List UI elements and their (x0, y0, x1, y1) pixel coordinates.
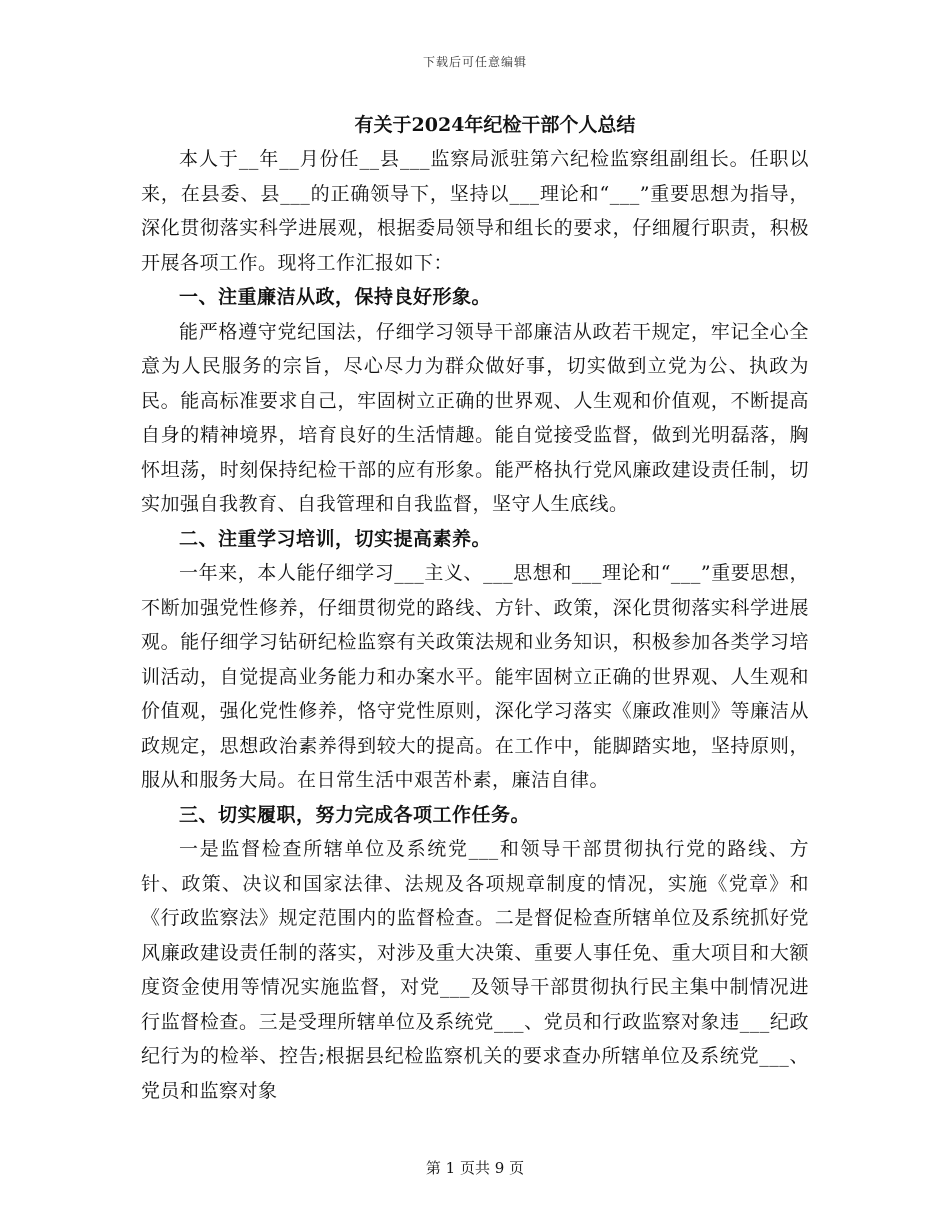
paragraph-section-1: 能严格遵守党纪国法，仔细学习领导干部廉洁从政若干规定，牢记全心全意为人民服务的宗旨，尽心尽力为群众做好事，切实做到立党为公、执政为民。能高标准要求自己，牢固树立正确的世界观、人生观和价值观，不断提高自身的精神境界，培育良好的生活情趣。能自觉接受监督，做到光明磊落，胸怀坦荡，时刻保持纪检干部的应有形象。能严格执行党风廉政建设责任制，切实加强自我教育、自我管理和自我监督，坚守人生底线。 (141, 320, 809, 515)
page-footer-number: 第 1 页共 9 页 (425, 1159, 525, 1177)
paragraph-intro: 本人于__年__月份任__县___监察局派驻第六纪检监察组副组长。任职以来，在县委、县___的正确领导下，坚持以___理论和“___”重要思想为指导，深化贯彻落实科学进展观，根据委局领导和组长的要求，仔细履行职责，积极开展各项工作。现将工作汇报如下： (141, 148, 809, 274)
section-heading-1: 一、注重廉洁从政，保持良好形象。 (179, 286, 492, 308)
paragraph-section-2: 一年来，本人能仔细学习___主义、___思想和___理论和“___”重要思想，不断加强党性修养，仔细贯彻党的路线、方针、政策，深化贯彻落实科学进展观。能仔细学习钻研纪检监察有关政策法规和业务知识，积极参加各类学习培训活动，自觉提高业务能力和办案水平。能牢固树立正确的世界观、人生观和价值观，强化党性修养，恪守党性原则，深化学习落实《廉政准则》等廉洁从政规定，思想政治素养得到较大的提高。在工作中，能脚踏实地，坚持原则，服从和服务大局。在日常生活中艰苦朴素，廉洁自律。 (141, 562, 809, 791)
document-title: 有关于2024年纪检干部个人总结 (354, 114, 636, 136)
section-heading-2: 二、注重学习培训，切实提高素养。 (179, 527, 492, 550)
paragraph-section-3: 一是监督检查所辖单位及系统党___和领导干部贯彻执行党的路线、方针、政策、决议和国家法律、法规及各项规章制度的情况，实施《党章》和《行政监察法》规定范围内的监督检查。二是督促检查所辖单位及系统抓好党风廉政建设责任制的落实，对涉及重大决策、重要人事任免、重大项目和大额度资金使用等情况实施监督，对党___及领导干部贯彻执行民主集中制情况进行监督检查。三是受理所辖单位及系统党___、党员和行政监察对象违___纪政纪行为的检举、控告;根据县纪检监察机关的要求查办所辖单位及系统党___、党员和监察对象 (141, 838, 809, 1102)
document-body (141, 108, 809, 1108)
section-heading-3: 三、切实履职，努力完成各项工作任务。 (179, 803, 531, 826)
page-header-note: 下载后可任意编辑 (422, 55, 527, 69)
